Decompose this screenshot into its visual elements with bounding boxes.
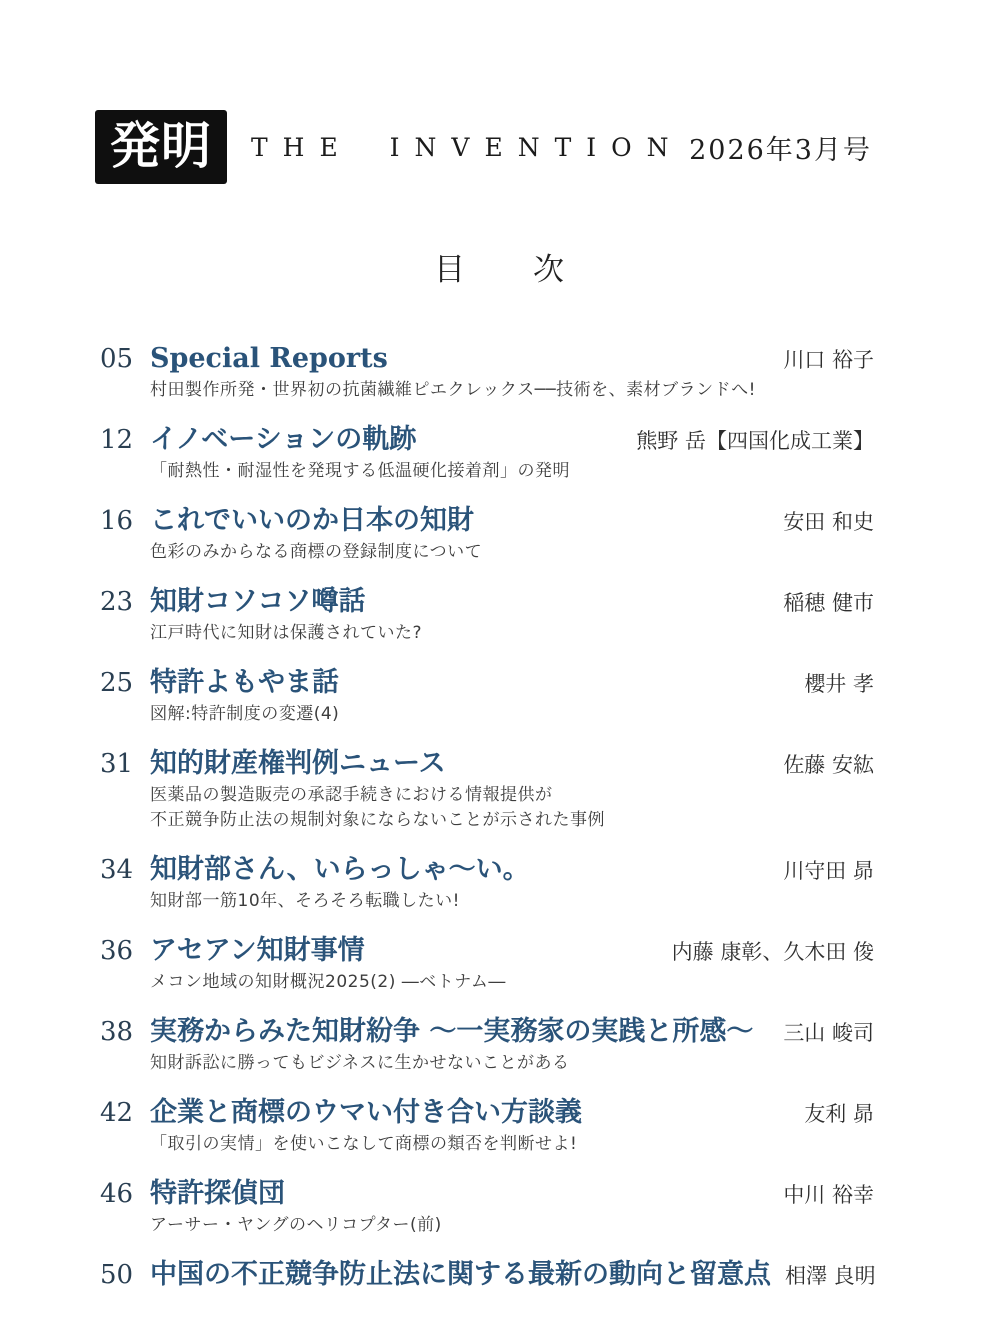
- entry-page-number: 25: [100, 668, 134, 698]
- entry-subtitle-line: 村田製作所発・世界初の抗菌繊維ピエクレックス──技術を、素材ブランドへ!: [150, 380, 756, 400]
- entry-title: 知財部さん、いらっしゃ〜い。: [150, 854, 530, 885]
- magazine-logo: 発明: [95, 110, 227, 184]
- entry-row: [100, 1014, 874, 1051]
- entry-page-number: 50: [100, 1260, 134, 1290]
- toc-entry: [100, 422, 874, 484]
- entry-subtitle-line: 江戸時代に知財は保護されていた?: [150, 623, 423, 643]
- entry-page-number: 05: [100, 344, 134, 374]
- entry-row: [100, 341, 874, 378]
- entry-row: [100, 503, 874, 540]
- entry-author: 稲穂 健市: [783, 591, 874, 615]
- entry-subtitle-line: 不正競争防止法の規制対象にならないことが示された事例: [150, 810, 605, 830]
- entry-author: 熊野 岳【四国化成工業】: [636, 429, 874, 453]
- entry-subtitle-line: 医薬品の製造販売の承認手続きにおける情報提供が: [150, 785, 553, 805]
- entry-subtitles: [150, 1132, 874, 1157]
- entry-author: 櫻井 孝: [804, 672, 874, 696]
- entry-title: これでいいのか日本の知財: [150, 505, 474, 536]
- entry-author: 相澤 良明: [785, 1264, 876, 1288]
- entry-subtitle-line: 「取引の実情」を使いこなして商標の類否を判断せよ!: [150, 1134, 578, 1154]
- entry-subtitles: [150, 1051, 874, 1076]
- toc-entry: [100, 1014, 874, 1076]
- entry-title: Special Reports: [150, 343, 388, 374]
- toc-entry: [100, 341, 874, 403]
- entry-row: [100, 852, 874, 889]
- entry-subtitle-line: 色彩のみからなる商標の登録制度について: [150, 542, 483, 562]
- entry-subtitles: [150, 783, 874, 833]
- entry-row: [100, 746, 874, 783]
- issue-date: 2026年3月号: [689, 134, 872, 166]
- entry-title: 企業と商標のウマい付き合い方談義: [150, 1097, 582, 1128]
- entry-subtitle-line: アーサー・ヤングのヘリコプター(前): [150, 1215, 442, 1235]
- entry-page-number: 36: [100, 936, 134, 966]
- entry-row: [100, 1095, 874, 1132]
- toc-entry: [100, 746, 874, 833]
- entry-title: 特許探偵団: [150, 1178, 285, 1209]
- toc-entry: [100, 852, 874, 914]
- entry-subtitle-line: 知財訴訟に勝ってもビジネスに生かせないことがある: [150, 1053, 570, 1073]
- toc-entry: [100, 1095, 874, 1157]
- entry-subtitles: [150, 702, 874, 727]
- entry-author: 安田 和史: [783, 510, 874, 534]
- toc-title: 目 次: [434, 252, 566, 288]
- entry-row: [100, 933, 874, 970]
- entry-author: 中川 裕幸: [783, 1183, 874, 1207]
- entry-row: [100, 584, 874, 621]
- entry-page-number: 38: [100, 1017, 134, 1047]
- entry-subtitle-line: 知財部一筋10年、そろそろ転職したい!: [150, 891, 460, 911]
- entry-author: 内藤 康彰、久木田 俊: [671, 940, 874, 964]
- entry-author: 川口 裕子: [783, 348, 874, 372]
- entry-author: 川守田 昴: [783, 859, 874, 883]
- entry-page-number: 16: [100, 506, 134, 536]
- entry-subtitles: [150, 378, 874, 403]
- toc-list: [0, 341, 1000, 1294]
- entry-title: アセアン知財事情: [150, 935, 365, 966]
- entry-subtitles: [150, 889, 874, 914]
- entry-title: 知的財産権判例ニュース: [150, 748, 446, 779]
- entry-title: 知財コソコソ噂話: [150, 586, 366, 617]
- toc-entry: [100, 1257, 874, 1294]
- entry-author: 友利 昴: [804, 1102, 874, 1126]
- entry-subtitles: [150, 621, 874, 646]
- entry-row: [100, 1176, 874, 1213]
- toc-entry: [100, 1176, 874, 1238]
- page-header: [0, 0, 1000, 184]
- entry-page-number: 12: [100, 425, 134, 455]
- toc-entry: [100, 665, 874, 727]
- entry-page-number: 34: [100, 855, 134, 885]
- entry-subtitles: [150, 540, 874, 565]
- entry-title: 実務からみた知財紛争 〜一実務家の実践と所感〜: [150, 1016, 754, 1047]
- entry-row: [100, 665, 874, 702]
- toc-entry: [100, 933, 874, 995]
- entry-subtitles: [150, 459, 874, 484]
- entry-subtitle-line: 図解:特許制度の変遷(4): [150, 704, 340, 724]
- toc-entry: [100, 503, 874, 565]
- entry-subtitles: [150, 1213, 874, 1238]
- entry-subtitle-line: 「耐熱性・耐湿性を発現する低温硬化接着剤」の発明: [150, 461, 570, 481]
- entry-title: イノベーションの軌跡: [150, 424, 417, 455]
- entry-page-number: 23: [100, 587, 134, 617]
- entry-page-number: 31: [100, 749, 134, 779]
- entry-author: 三山 峻司: [783, 1021, 874, 1045]
- entry-author: 佐藤 安紘: [783, 753, 874, 777]
- entry-title: 特許よもやま話: [150, 667, 339, 698]
- entry-page-number: 46: [100, 1179, 134, 1209]
- entry-subtitle-line: メコン地域の知財概況2025(2) ―ベトナム―: [150, 972, 506, 992]
- entry-subtitles: [150, 970, 874, 995]
- magazine-title: THE INVENTION: [251, 132, 684, 162]
- entry-row: [100, 1257, 874, 1294]
- entry-title: 中国の不正競争防止法に関する最新の動向と留意点: [150, 1259, 771, 1290]
- entry-page-number: 42: [100, 1098, 134, 1128]
- entry-row: [100, 422, 874, 459]
- toc-entry: [100, 584, 874, 646]
